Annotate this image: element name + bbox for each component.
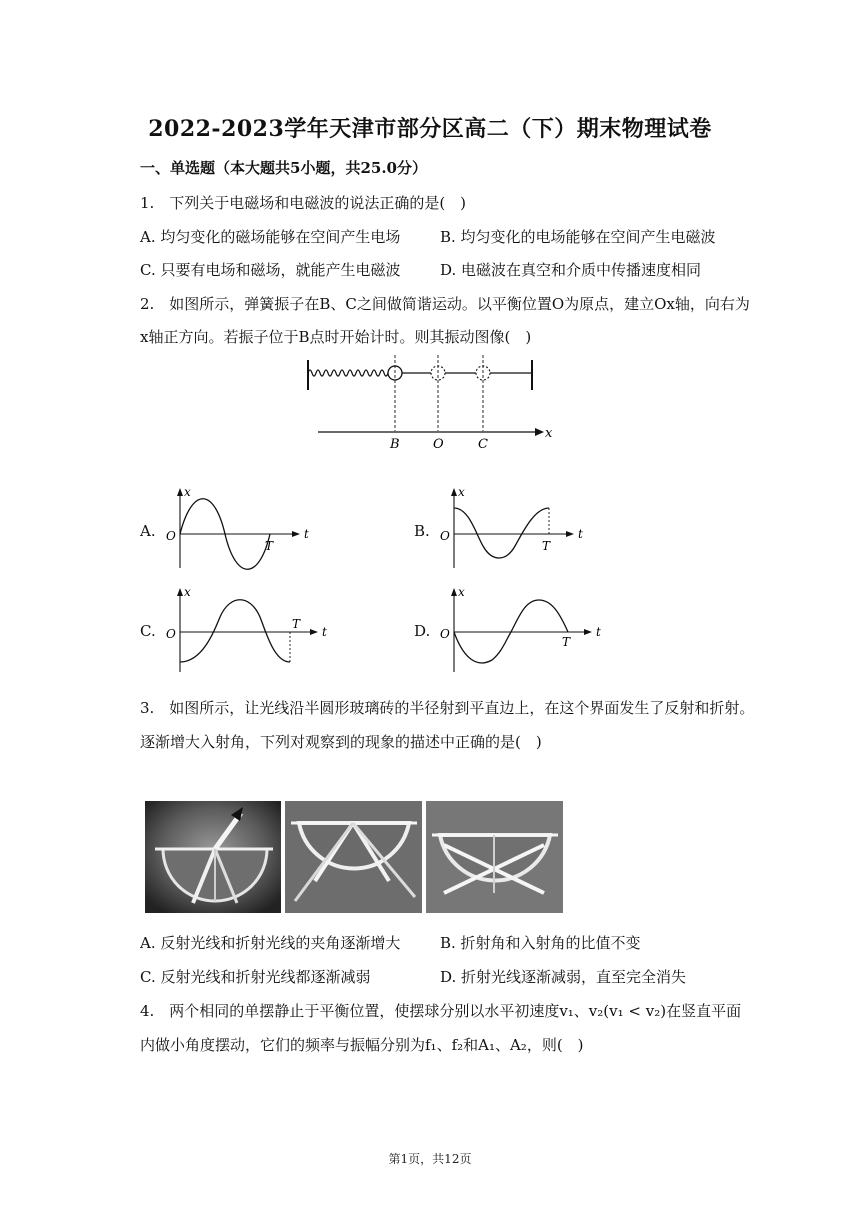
page-title: 2022-2023学年天津市部分区高二（下）期末物理试卷: [148, 116, 712, 142]
graph-option-d: [436, 584, 606, 676]
graph-d-t-label: t: [596, 625, 601, 639]
graph-a-t-label: t: [304, 527, 309, 541]
spring-oscillator-figure: [300, 355, 570, 455]
glass-brick-photo-2: [285, 801, 422, 913]
graph-b-x-label: x: [458, 485, 465, 499]
graph-d-origin-label: O: [440, 627, 450, 641]
label-c: C: [478, 437, 488, 452]
graph-a-x-label: x: [184, 485, 191, 499]
graph-d-period-label: T: [562, 635, 571, 649]
graph-a-origin-label: O: [166, 529, 176, 543]
q3-option-b[interactable]: B. 折射角和入射角的比值不变: [440, 934, 641, 952]
q1-option-c[interactable]: C. 只要有电场和磁场，就能产生电磁波: [140, 261, 401, 279]
label-b: B: [390, 437, 400, 452]
graph-c-period-label: T: [292, 617, 301, 631]
q2-stem-line1: 2. 如图所示，弹簧振子在B、C之间做简谐运动。以平衡位置O为原点，建立Ox轴，向右为: [140, 295, 750, 313]
graph-a-period-label: T: [265, 539, 274, 553]
page-footer: 第1页，共12页: [388, 1152, 472, 1166]
q2-option-a[interactable]: A.: [140, 522, 156, 540]
label-o: O: [433, 437, 444, 452]
graph-option-b: [436, 484, 596, 574]
q1-option-b[interactable]: B. 均匀变化的电场能够在空间产生电磁波: [440, 228, 716, 246]
graph-option-a: [162, 484, 322, 574]
q4-stem-line2: 内做小角度摆动，它们的频率与振幅分别为f₁、f₂和A₁、A₂，则( ): [140, 1036, 584, 1054]
graph-c-origin-label: O: [166, 627, 176, 641]
graph-b-origin-label: O: [440, 529, 450, 543]
q2-option-b[interactable]: B.: [414, 522, 430, 540]
graph-c-x-label: x: [184, 585, 191, 599]
q4-stem-line1: 4. 两个相同的单摆静止于平衡位置，使摆球分别以水平初速度v₁、v₂(v₁ < v₂)在竖直平面: [140, 1002, 742, 1020]
section-heading: 一、单选题（本大题共5小题，共25.0分）: [140, 159, 427, 177]
q3-option-c[interactable]: C. 反射光线和折射光线都逐渐减弱: [140, 968, 371, 986]
graph-b-t-label: t: [578, 527, 583, 541]
q1-option-a[interactable]: A. 均匀变化的磁场能够在空间产生电场: [140, 228, 401, 246]
q1-stem: 1. 下列关于电磁场和电磁波的说法正确的是( ): [140, 194, 467, 212]
q1-option-d[interactable]: D. 电磁波在真空和介质中传播速度相同: [440, 261, 702, 279]
graph-d-x-label: x: [458, 585, 465, 599]
q3-stem-line1: 3. 如图所示，让光线沿半圆形玻璃砖的半径射到平直边上，在这个界面发生了反射和折射。: [140, 699, 755, 717]
graph-b-period-label: T: [542, 539, 551, 553]
q2-option-c[interactable]: C.: [140, 622, 156, 640]
graph-c-t-label: t: [322, 625, 327, 639]
q3-stem-line2: 逐渐增大入射角，下列对观察到的现象的描述中正确的是( ): [140, 733, 542, 751]
label-axis-x: x: [545, 426, 553, 441]
glass-brick-photo-1: [145, 801, 281, 913]
q3-option-d[interactable]: D. 折射光线逐渐减弱，直至完全消失: [440, 968, 687, 986]
q2-stem-line2: x轴正方向。若振子位于B点时开始计时。则其振动图像( ): [140, 328, 532, 346]
q3-option-a[interactable]: A. 反射光线和折射光线的夹角逐渐增大: [140, 934, 401, 952]
glass-brick-photo-3: [426, 801, 563, 913]
graph-option-c: [162, 584, 332, 676]
q2-option-d[interactable]: D.: [414, 622, 431, 640]
